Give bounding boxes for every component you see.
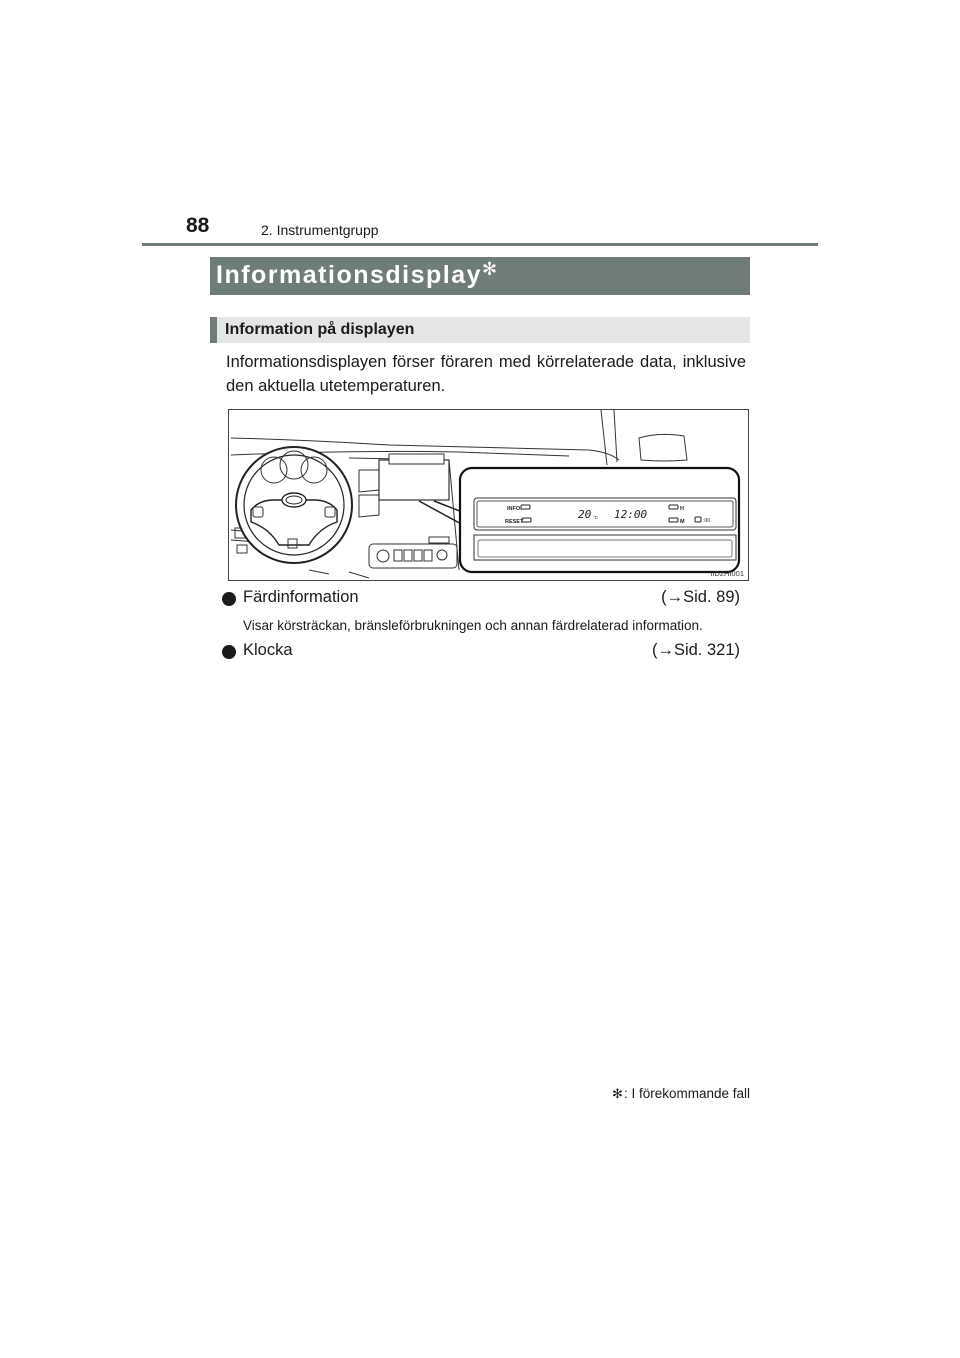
minute-button-label: M: [680, 519, 685, 525]
intro-paragraph: Informationsdisplayen förser föraren med körrelaterade data, inklusive den aktuella utetemperaturen.: [226, 353, 746, 395]
list-item-description: Visar körsträckan, bränsleförbrukningen och annan färdrelaterad information.: [243, 618, 703, 633]
seconds-reset-label: :00: [703, 518, 710, 524]
subsection-title: Information på displayen: [225, 321, 415, 338]
footnote-text: : I förekommande fall: [623, 1086, 750, 1101]
section-title: [216, 259, 499, 290]
section-title-text: Informationsdisplay: [216, 261, 483, 289]
footnote-asterisk-icon: ✻: [612, 1086, 623, 1101]
dashboard-drawing: [229, 410, 749, 581]
figure-code: IID2HI001: [710, 569, 744, 578]
list-item-clock: [222, 641, 742, 663]
section-title-bar: [210, 257, 750, 295]
section-title-asterisk-icon: ✻: [482, 259, 499, 279]
bullet-icon: [222, 645, 236, 659]
subsection-title-bar: [210, 317, 750, 343]
temperature-readout: 20: [578, 508, 592, 521]
page-reference-link[interactable]: (→Sid. 89): [661, 588, 740, 606]
list-item-label: Färdinformation: [243, 588, 359, 606]
footnote: [612, 1086, 750, 1102]
page-number: 88: [186, 214, 210, 237]
header-divider: [142, 243, 818, 246]
dashboard-illustration: [228, 409, 749, 581]
list-item-label: Klocka: [243, 641, 293, 659]
reset-button-label: RESET: [505, 519, 524, 525]
bullet-icon: [222, 592, 236, 606]
page-reference-link[interactable]: (→Sid. 321): [651, 641, 740, 659]
list-item-trip-info: [222, 588, 742, 610]
hour-button-label: H: [680, 506, 684, 512]
chapter-title: 2. Instrumentgrupp: [261, 222, 379, 238]
temperature-unit: °C: [593, 515, 599, 520]
clock-readout: 12:00: [614, 508, 648, 521]
info-button-label: INFO.: [507, 506, 522, 512]
